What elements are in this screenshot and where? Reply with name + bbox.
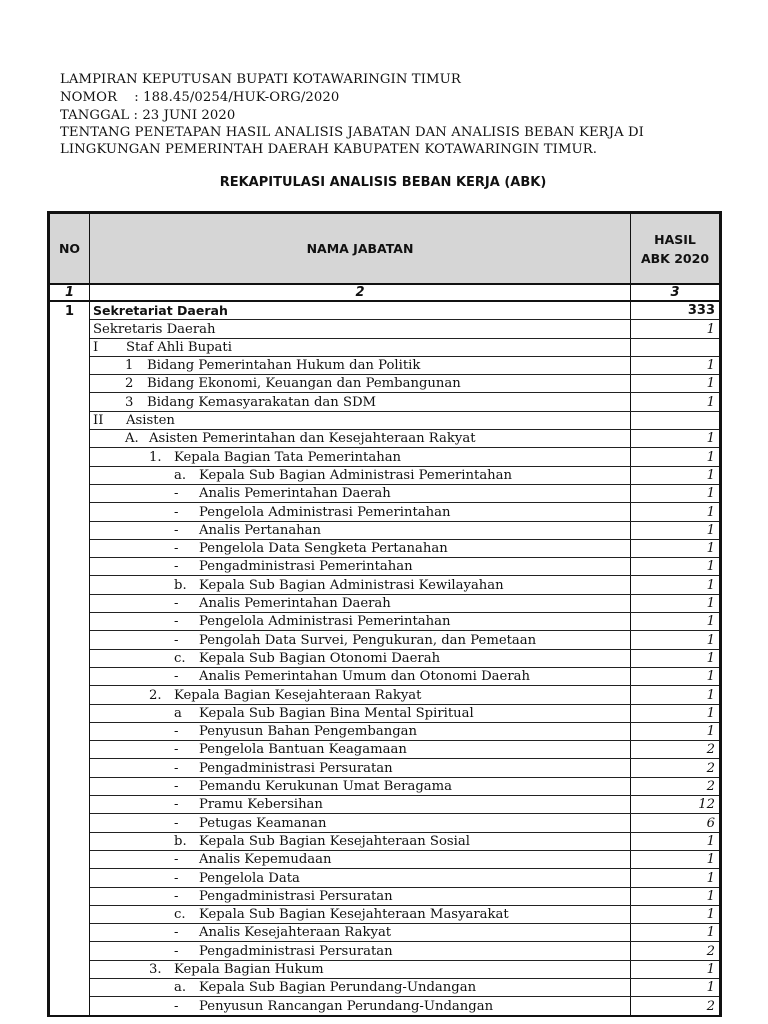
row-marker: 1 (125, 358, 134, 374)
table-row (49, 430, 721, 448)
row-number (49, 887, 90, 905)
row-position-name (90, 320, 631, 338)
column-number-3: 3 (631, 284, 721, 301)
row-abk-value: 1 (631, 503, 721, 521)
row-abk-value: 1 (631, 850, 721, 868)
table-row (49, 905, 721, 923)
row-name-text: Analis Pertanahan (199, 522, 322, 538)
row-name-text: Bidang Kemasyarakatan dan SDM (147, 394, 377, 410)
row-number (49, 777, 90, 795)
header-line-number: NOMOR : 188.45/0254/HUK-ORG/2020 (60, 90, 340, 105)
row-number (49, 978, 90, 996)
header-line-attachment: LAMPIRAN KEPUTUSAN BUPATI KOTAWARINGIN TIMUR (60, 72, 461, 87)
row-name-text: Kepala Bagian Tata Pemerintahan (174, 449, 402, 465)
row-abk-value: 1 (631, 594, 721, 612)
row-marker: - (174, 742, 179, 758)
table-row (49, 814, 721, 832)
row-abk-value: 2 (631, 997, 721, 1016)
row-name-text: Pengadministrasi Persuratan (199, 760, 393, 776)
table-body (49, 301, 721, 1016)
row-marker: - (174, 669, 179, 685)
row-abk-value: 1 (631, 978, 721, 996)
row-number (49, 686, 90, 704)
row-position-name (90, 539, 631, 557)
row-position-name (90, 924, 631, 942)
table-row (49, 960, 721, 978)
table-row (49, 942, 721, 960)
row-marker: - (174, 943, 179, 959)
row-position-name (90, 832, 631, 850)
row-name-text: Pengadministrasi Pemerintahan (199, 559, 413, 575)
row-position-name (90, 759, 631, 777)
row-number (49, 466, 90, 484)
row-number (49, 905, 90, 923)
row-number (49, 320, 90, 338)
row-abk-value: 2 (631, 741, 721, 759)
row-number (49, 741, 90, 759)
row-position-name (90, 613, 631, 631)
row-abk-value: 1 (631, 960, 721, 978)
row-abk-value: 2 (631, 942, 721, 960)
row-abk-value: 1 (631, 631, 721, 649)
row-name-text: Pramu Kebersihan (199, 797, 323, 813)
row-name-text: Sekretariat Daerah (93, 303, 228, 319)
row-abk-value: 1 (631, 539, 721, 557)
row-marker: 2. (149, 687, 162, 703)
row-marker: - (174, 998, 179, 1014)
column-header-no: NO (49, 213, 90, 285)
table-row (49, 741, 721, 759)
row-name-text: Kepala Sub Bagian Bina Mental Spiritual (199, 705, 474, 721)
row-name-text: Analis Kepemudaan (199, 852, 332, 868)
table-row (49, 301, 721, 320)
row-position-name (90, 338, 631, 356)
table-row (49, 484, 721, 502)
column-number-row (49, 284, 721, 301)
row-marker: - (174, 504, 179, 520)
row-number (49, 430, 90, 448)
row-position-name (90, 558, 631, 576)
table-row (49, 466, 721, 484)
row-number (49, 759, 90, 777)
row-marker: - (174, 797, 179, 813)
row-name-text: Bidang Ekonomi, Keuangan dan Pembangunan (147, 376, 461, 392)
row-name-text: Asisten (126, 413, 175, 429)
row-position-name (90, 704, 631, 722)
row-position-name (90, 503, 631, 521)
row-position-name (90, 997, 631, 1016)
table-row (49, 850, 721, 868)
row-abk-value (631, 338, 721, 356)
table-row (49, 448, 721, 466)
row-abk-value: 1 (631, 393, 721, 411)
row-abk-value: 1 (631, 869, 721, 887)
table-row (49, 356, 721, 374)
row-marker: - (174, 486, 179, 502)
row-position-name (90, 430, 631, 448)
row-position-name (90, 301, 631, 320)
row-number (49, 814, 90, 832)
row-number (49, 960, 90, 978)
row-abk-value: 1 (631, 466, 721, 484)
table-row (49, 924, 721, 942)
row-position-name (90, 942, 631, 960)
row-position-name (90, 448, 631, 466)
row-marker: a. (174, 467, 187, 483)
row-name-text: Pengelola Administrasi Pemerintahan (199, 504, 451, 520)
row-position-name (90, 576, 631, 594)
row-number (49, 704, 90, 722)
row-number (49, 796, 90, 814)
table-header-row (49, 213, 721, 285)
row-name-text: Kepala Sub Bagian Kesejahteraan Masyarakat (199, 907, 509, 923)
row-abk-value: 1 (631, 686, 721, 704)
row-position-name (90, 521, 631, 539)
table-row (49, 704, 721, 722)
table-row (49, 997, 721, 1016)
row-abk-value: 1 (631, 356, 721, 374)
row-name-text: Pengelola Administrasi Pemerintahan (199, 614, 451, 630)
column-header-result-line1: HASIL (654, 231, 696, 247)
row-name-text: Kepala Sub Bagian Administrasi Kewilayahan (199, 577, 504, 593)
row-abk-value: 1 (631, 667, 721, 685)
row-abk-value: 6 (631, 814, 721, 832)
row-number (49, 411, 90, 429)
row-position-name (90, 978, 631, 996)
row-position-name (90, 722, 631, 740)
row-position-name (90, 393, 631, 411)
row-marker: - (174, 925, 179, 941)
row-number (49, 869, 90, 887)
row-abk-value: 1 (631, 320, 721, 338)
table-row (49, 869, 721, 887)
row-position-name (90, 869, 631, 887)
row-number (49, 942, 90, 960)
row-name-text: Pengolah Data Survei, Pengukuran, dan Pemetaan (199, 632, 537, 648)
row-name-text: Petugas Keamanan (199, 815, 327, 831)
table-row (49, 667, 721, 685)
column-header-result-line2: ABK 2020 (640, 250, 710, 266)
row-marker: - (174, 559, 179, 575)
row-marker: 2 (125, 376, 134, 392)
column-number-1: 1 (49, 284, 90, 301)
row-position-name (90, 631, 631, 649)
row-marker: 1. (149, 449, 162, 465)
row-name-text: Pengadministrasi Persuratan (199, 888, 393, 904)
row-abk-value: 1 (631, 887, 721, 905)
row-name-text: Kepala Bagian Kesejahteraan Rakyat (174, 687, 422, 703)
table-row (49, 777, 721, 795)
row-number (49, 448, 90, 466)
row-number (49, 924, 90, 942)
row-number (49, 649, 90, 667)
row-position-name (90, 649, 631, 667)
row-number (49, 375, 90, 393)
row-position-name (90, 960, 631, 978)
row-marker: - (174, 815, 179, 831)
table-row (49, 576, 721, 594)
row-position-name (90, 375, 631, 393)
row-marker: c. (174, 650, 186, 666)
row-marker: I (93, 339, 99, 355)
row-name-text: Kepala Sub Bagian Otonomi Daerah (199, 650, 441, 666)
row-name-text: Analis Pemerintahan Daerah (199, 596, 391, 612)
table-row (49, 649, 721, 667)
table-row (49, 393, 721, 411)
row-name-text: Analis Pemerintahan Daerah (199, 486, 391, 502)
row-abk-value: 1 (631, 613, 721, 631)
row-marker: - (174, 852, 179, 868)
row-position-name (90, 594, 631, 612)
column-header-result (631, 213, 721, 285)
row-number (49, 356, 90, 374)
row-abk-value: 1 (631, 704, 721, 722)
row-abk-value: 1 (631, 484, 721, 502)
row-marker: - (174, 596, 179, 612)
header-line-date: TANGGAL : 23 JUNI 2020 (60, 108, 236, 123)
table-row (49, 832, 721, 850)
row-marker: a (174, 705, 182, 721)
row-marker: c. (174, 907, 186, 923)
row-marker: b. (174, 833, 187, 849)
row-name-text: Pengelola Data (199, 870, 300, 886)
row-position-name (90, 466, 631, 484)
table-row (49, 558, 721, 576)
row-abk-value: 1 (631, 375, 721, 393)
row-name-text: Kepala Bagian Hukum (174, 961, 324, 977)
column-header-name: NAMA JABATAN (90, 213, 631, 285)
row-number (49, 850, 90, 868)
table-row (49, 978, 721, 996)
row-position-name (90, 850, 631, 868)
row-position-name (90, 356, 631, 374)
row-name-text: Pengelola Bantuan Keagamaan (199, 742, 407, 758)
row-name-text: Pengadministrasi Persuratan (199, 943, 393, 959)
table-row (49, 887, 721, 905)
row-position-name (90, 796, 631, 814)
row-position-name (90, 411, 631, 429)
row-marker: - (174, 888, 179, 904)
row-abk-value: 333 (631, 301, 721, 320)
row-marker: - (174, 724, 179, 740)
document-title: REKAPITULASI ANALISIS BEBAN KERJA (ABK) (219, 175, 547, 190)
row-number: 1 (49, 301, 90, 320)
table-row (49, 539, 721, 557)
row-name-text: Penyusun Rancangan Perundang-Undangan (199, 998, 494, 1014)
row-abk-value: 1 (631, 521, 721, 539)
table-row (49, 686, 721, 704)
row-position-name (90, 484, 631, 502)
row-name-text: Analis Kesejahteraan Rakyat (199, 925, 392, 941)
row-number (49, 722, 90, 740)
row-marker: - (174, 779, 179, 795)
row-abk-value: 1 (631, 448, 721, 466)
row-abk-value: 1 (631, 924, 721, 942)
row-number (49, 832, 90, 850)
column-number-2: 2 (90, 284, 631, 301)
row-name-text: Sekretaris Daerah (93, 321, 216, 337)
row-position-name (90, 905, 631, 923)
row-number (49, 521, 90, 539)
row-abk-value: 1 (631, 430, 721, 448)
table-row (49, 503, 721, 521)
row-abk-value: 1 (631, 576, 721, 594)
row-position-name (90, 741, 631, 759)
header-line-subject: TENTANG PENETAPAN HASIL ANALISIS JABATAN DAN ANALISIS BEBAN KERJA DI (60, 125, 644, 140)
row-marker: II (93, 413, 104, 429)
row-name-text: Kepala Sub Bagian Kesejahteraan Sosial (199, 833, 470, 849)
row-position-name (90, 777, 631, 795)
row-abk-value: 1 (631, 722, 721, 740)
row-number (49, 558, 90, 576)
row-name-text: Penyusun Bahan Pengembangan (199, 724, 417, 740)
row-abk-value: 1 (631, 832, 721, 850)
row-name-text: Staf Ahli Bupati (126, 339, 232, 355)
row-position-name (90, 887, 631, 905)
row-abk-value: 1 (631, 558, 721, 576)
row-marker: - (174, 614, 179, 630)
row-number (49, 338, 90, 356)
row-position-name (90, 686, 631, 704)
row-number (49, 503, 90, 521)
row-abk-value (631, 411, 721, 429)
row-abk-value: 2 (631, 759, 721, 777)
row-abk-value: 12 (631, 796, 721, 814)
row-marker: A. (125, 431, 139, 447)
row-position-name (90, 814, 631, 832)
row-name-text: Analis Pemerintahan Umum dan Otonomi Daerah (199, 669, 530, 685)
row-marker: - (174, 760, 179, 776)
row-position-name (90, 667, 631, 685)
row-name-text: Kepala Sub Bagian Perundang-Undangan (199, 980, 477, 996)
table-row (49, 613, 721, 631)
row-number (49, 539, 90, 557)
table-row (49, 411, 721, 429)
table-row (49, 338, 721, 356)
row-abk-value: 1 (631, 905, 721, 923)
row-marker: - (174, 522, 179, 538)
table-row (49, 320, 721, 338)
row-name-text: Pemandu Kerukunan Umat Beragama (199, 779, 453, 795)
row-number (49, 667, 90, 685)
row-number (49, 576, 90, 594)
row-marker: 3 (125, 394, 134, 410)
row-number (49, 631, 90, 649)
row-number (49, 393, 90, 411)
row-number (49, 484, 90, 502)
row-name-text: Bidang Pemerintahan Hukum dan Politik (147, 358, 421, 374)
table-row (49, 796, 721, 814)
table-row (49, 521, 721, 539)
table-row (49, 375, 721, 393)
row-number (49, 997, 90, 1016)
row-marker: b. (174, 577, 187, 593)
row-number (49, 594, 90, 612)
header-line-subject-cont: LINGKUNGAN PEMERINTAH DAERAH KABUPATEN KOTAWARINGIN TIMUR. (60, 142, 598, 157)
table-row (49, 722, 721, 740)
row-marker: 3. (149, 961, 162, 977)
row-marker: a. (174, 980, 187, 996)
row-marker: - (174, 632, 179, 648)
table-row (49, 759, 721, 777)
row-name-text: Asisten Pemerintahan dan Kesejahteraan Rakyat (149, 431, 476, 447)
row-number (49, 613, 90, 631)
row-marker: - (174, 541, 179, 557)
row-name-text: Kepala Sub Bagian Administrasi Pemerintahan (199, 467, 513, 483)
row-abk-value: 1 (631, 649, 721, 667)
table-row (49, 631, 721, 649)
table-row (49, 594, 721, 612)
row-abk-value: 2 (631, 777, 721, 795)
row-marker: - (174, 870, 179, 886)
row-name-text: Pengelola Data Sengketa Pertanahan (199, 541, 448, 557)
abk-table (47, 211, 722, 1017)
